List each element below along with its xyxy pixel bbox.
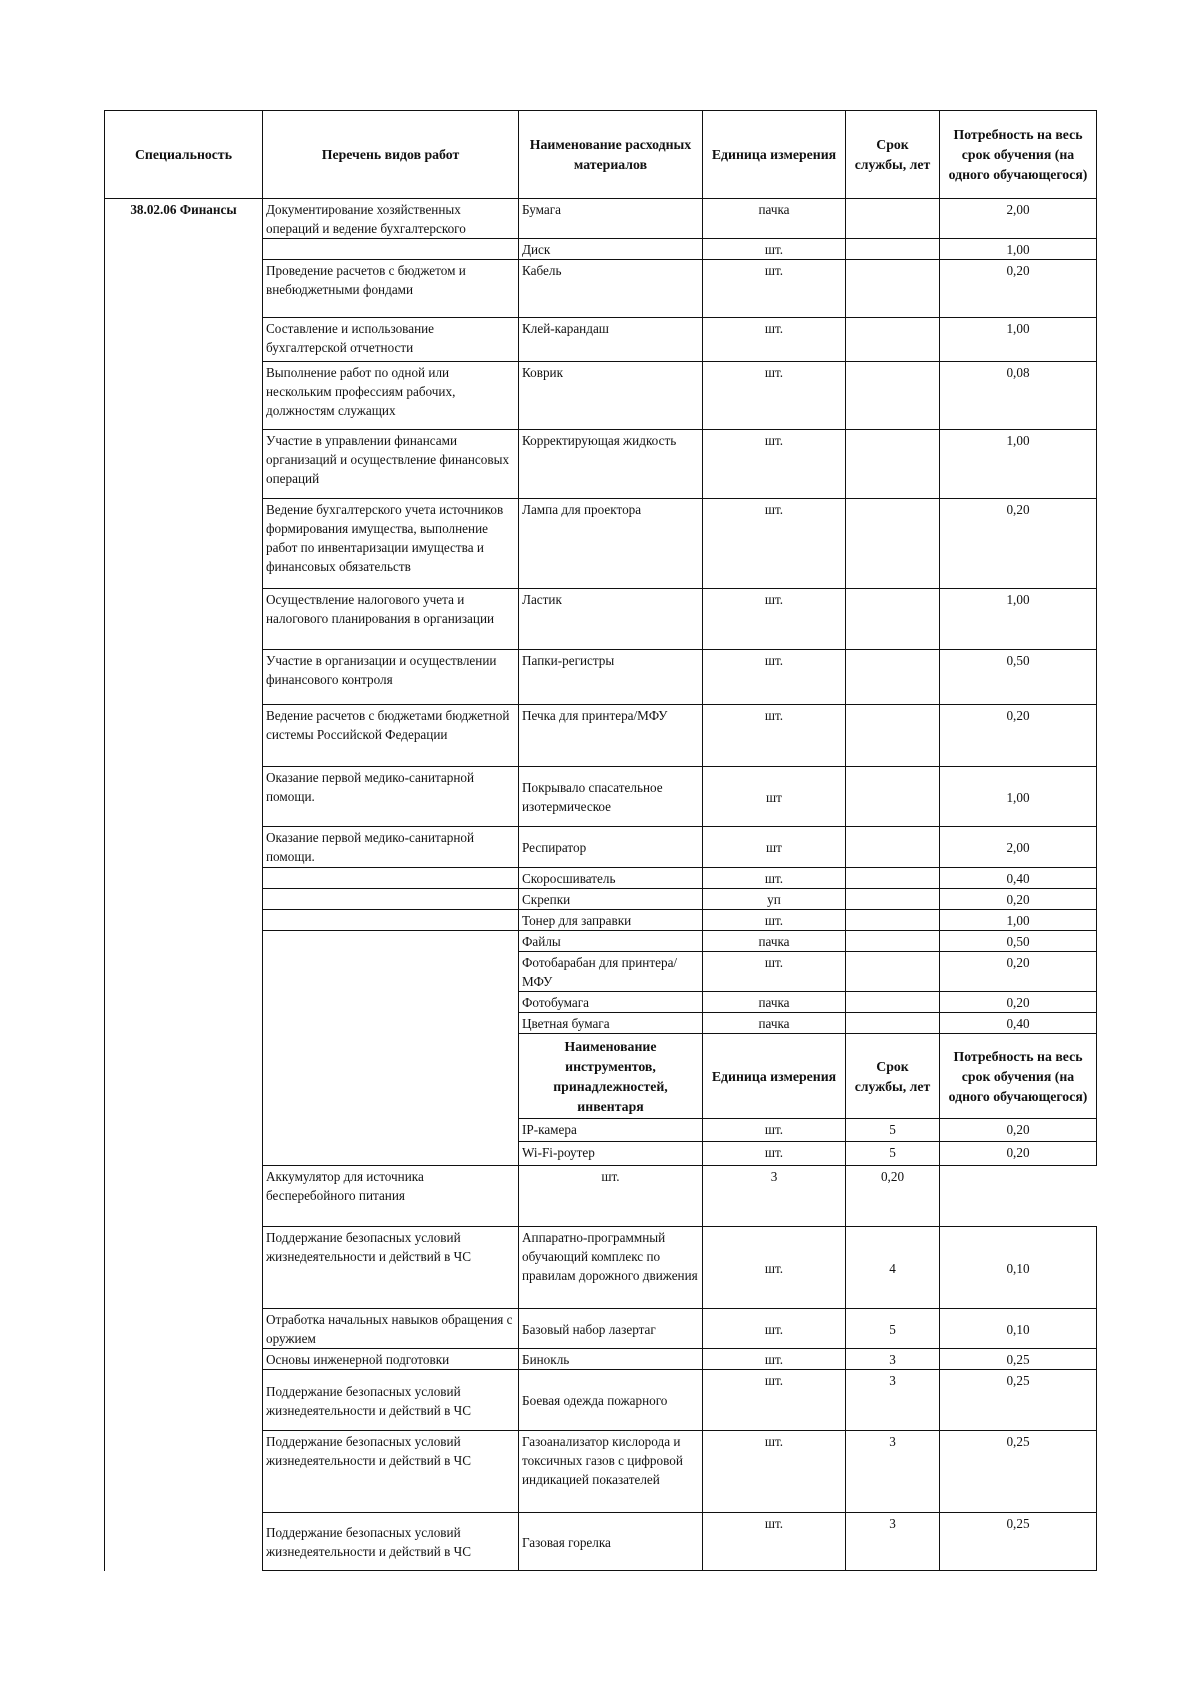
need-cell: 2,00 <box>940 827 1097 868</box>
unit-cell: пачка <box>703 992 846 1013</box>
work-cell <box>263 650 519 705</box>
life-cell: 5 <box>846 1119 940 1142</box>
table-row <box>105 199 1097 239</box>
work-cell: Участие в управлении финансами организаций и осуществление финансовых операций <box>263 430 519 499</box>
life-cell <box>846 992 940 1013</box>
life-cell <box>846 827 940 868</box>
need-cell: 1,00 <box>940 430 1097 499</box>
work-cell: Поддержание безопасных условий жизнедеятельности и действий в ЧС <box>263 1513 519 1571</box>
unit-cell: пачка <box>703 931 846 952</box>
item-cell: Покрывало спасательное изотермическое <box>519 767 703 827</box>
work-cell <box>263 868 519 889</box>
life-cell <box>846 705 940 767</box>
work-text: Ведение бухгалтерского учета источников формирования имущества, выполнение работ по инвентаризации имущества и финансовых обязательств <box>266 502 504 574</box>
work-cell <box>263 239 519 260</box>
life-cell <box>846 318 940 362</box>
need-cell: 0,25 <box>940 1513 1097 1571</box>
life-cell <box>846 767 940 827</box>
life-cell <box>846 931 940 952</box>
need-cell: 0,20 <box>940 1119 1097 1142</box>
work-cell: Оказание первой медико-санитарной помощи. <box>263 827 519 868</box>
item-cell: Боевая одежда пожарного <box>519 1370 703 1431</box>
unit-cell: шт. <box>703 589 846 650</box>
life-cell: 5 <box>846 1309 940 1349</box>
need-cell: 2,00 <box>940 199 1097 239</box>
item-cell: Клей-карандаш <box>519 318 703 362</box>
item-cell: Газоанализатор кислорода и токсичных газов с цифровой индикацией показателей <box>519 1431 703 1513</box>
life-cell: 3 <box>703 1166 846 1227</box>
need-cell: 1,00 <box>940 767 1097 827</box>
need-cell: 1,00 <box>940 318 1097 362</box>
life-cell <box>846 910 940 931</box>
header-service-life: Срок службы, лет <box>846 111 940 199</box>
item-cell: Газовая горелка <box>519 1513 703 1571</box>
need-cell: 0,50 <box>940 931 1097 952</box>
item-cell: Фотобумага <box>519 992 703 1013</box>
life-cell: 5 <box>846 1142 940 1166</box>
item-cell: Файлы <box>519 931 703 952</box>
work-cell: Оказание первой медико-санитарной помощи. <box>263 767 519 827</box>
unit-cell: шт <box>703 767 846 827</box>
item-cell: Цветная бумага <box>519 1013 703 1034</box>
unit-cell: шт. <box>703 362 846 430</box>
item-cell: Лампа для проектора <box>519 499 703 589</box>
need-cell: 0,20 <box>940 260 1097 318</box>
need-cell: 1,00 <box>940 589 1097 650</box>
life-cell: 3 <box>846 1349 940 1370</box>
work-cell-merged <box>263 931 519 1166</box>
unit-cell: пачка <box>703 199 846 239</box>
work-cell: Ведение расчетов с бюджетами бюджетной системы Российской Федерации <box>263 705 519 767</box>
item-cell: Бинокль <box>519 1349 703 1370</box>
work-cell: Осуществление налогового учета и налогового планирования в организации <box>263 589 519 650</box>
item-cell: Скоросшиватель <box>519 868 703 889</box>
unit-cell: шт. <box>703 239 846 260</box>
need-cell: 0,10 <box>940 1227 1097 1309</box>
need-cell: 0,25 <box>940 1431 1097 1513</box>
unit-cell: шт. <box>703 705 846 767</box>
work-cell <box>263 499 519 589</box>
item-cell: Базовый набор лазертаг <box>519 1309 703 1349</box>
work-cell: Выполнение работ по одной или нескольким профессиям рабочих, должностям служащих <box>263 362 519 430</box>
unit-cell: шт. <box>703 1513 846 1571</box>
item-cell: Папки-регистры <box>519 650 703 705</box>
life-cell <box>846 952 940 992</box>
work-text: Участие в организации и осуществлении финансового контроля <box>266 653 497 687</box>
work-cell: Документирование хозяйственных операций и ведение бухгалтерского <box>263 199 519 239</box>
need-cell: 0,40 <box>940 868 1097 889</box>
unit-cell: шт. <box>703 1370 846 1431</box>
life-cell <box>846 1013 940 1034</box>
life-cell <box>846 499 940 589</box>
item-cell: Аппаратно-программный обучающий комплекс по правилам дорожного движения <box>519 1227 703 1309</box>
work-cell: Отработка начальных навыков обращения с оружием <box>263 1309 519 1349</box>
need-cell: 0,25 <box>940 1349 1097 1370</box>
need-cell: 0,20 <box>940 952 1097 992</box>
item-cell: Аккумулятор для источника бесперебойного питания <box>263 1166 519 1227</box>
work-cell: Поддержание безопасных условий жизнедеятельности и действий в ЧС <box>263 1227 519 1309</box>
unit-cell: шт. <box>703 1119 846 1142</box>
table-header-row <box>105 111 1097 199</box>
life-cell <box>846 868 940 889</box>
life-cell <box>846 199 940 239</box>
life-cell <box>846 589 940 650</box>
life-cell <box>846 239 940 260</box>
work-cell: Поддержание безопасных условий жизнедеятельности и действий в ЧС <box>263 1370 519 1431</box>
need-cell: 0,20 <box>940 889 1097 910</box>
item-cell: Фотобарабан для принтера/МФУ <box>519 952 703 992</box>
unit-cell: шт. <box>703 1142 846 1166</box>
item-cell: Коврик <box>519 362 703 430</box>
work-cell: Составление и использование бухгалтерской отчетности <box>263 318 519 362</box>
life-cell <box>846 889 940 910</box>
item-cell: Диск <box>519 239 703 260</box>
need-cell: 0,10 <box>940 1309 1097 1349</box>
unit-cell: шт <box>703 827 846 868</box>
need-cell: 0,50 <box>940 650 1097 705</box>
item-cell: Печка для принтера/МФУ <box>519 705 703 767</box>
unit-cell: пачка <box>703 1013 846 1034</box>
need-cell: 0,20 <box>940 499 1097 589</box>
unit-cell: шт. <box>703 1227 846 1309</box>
unit-cell: шт. <box>519 1166 703 1227</box>
materials-table <box>104 110 1097 1571</box>
work-cell <box>263 910 519 931</box>
unit-cell: шт. <box>703 499 846 589</box>
unit-cell: шт. <box>703 910 846 931</box>
item-cell: Скрепки <box>519 889 703 910</box>
unit-cell: шт. <box>703 430 846 499</box>
unit-cell: шт. <box>703 952 846 992</box>
tools-header-unit: Единица измерения <box>703 1034 846 1119</box>
item-cell: Wi-Fi-роутер <box>519 1142 703 1166</box>
life-cell: 3 <box>846 1370 940 1431</box>
work-cell <box>263 889 519 910</box>
need-cell: 0,20 <box>940 992 1097 1013</box>
work-cell: Поддержание безопасных условий жизнедеятельности и действий в ЧС <box>263 1431 519 1513</box>
unit-cell: шт. <box>703 650 846 705</box>
header-materials: Наименование расходных материалов <box>519 111 703 199</box>
need-cell: 0,08 <box>940 362 1097 430</box>
unit-cell: шт. <box>703 318 846 362</box>
unit-cell: шт. <box>703 1349 846 1370</box>
item-cell: Корректирующая жидкость <box>519 430 703 499</box>
need-cell: 1,00 <box>940 239 1097 260</box>
unit-cell: шт. <box>703 260 846 318</box>
item-cell: IP-камера <box>519 1119 703 1142</box>
life-cell: 3 <box>846 1431 940 1513</box>
work-cell: Основы инженерной подготовки <box>263 1349 519 1370</box>
life-cell <box>846 650 940 705</box>
life-cell: 3 <box>846 1513 940 1571</box>
item-cell: Ластик <box>519 589 703 650</box>
life-cell <box>846 260 940 318</box>
item-cell: Респиратор <box>519 827 703 868</box>
header-unit: Единица измерения <box>703 111 846 199</box>
need-cell: 1,00 <box>940 910 1097 931</box>
need-cell: 0,20 <box>940 1142 1097 1166</box>
document-sheet <box>104 110 1096 1571</box>
need-cell: 0,20 <box>846 1166 940 1227</box>
tools-header-need: Потребность на весь срок обучения (на одного обучающегося) <box>940 1034 1097 1119</box>
header-need: Потребность на весь срок обучения (на одного обучающегося) <box>940 111 1097 199</box>
unit-cell: шт. <box>703 868 846 889</box>
tools-header-name: Наименование инструментов, принадлежностей, инвентаря <box>519 1034 703 1119</box>
unit-cell: шт. <box>703 1309 846 1349</box>
item-cell: Бумага <box>519 199 703 239</box>
work-cell: Проведение расчетов с бюджетом и внебюджетными фондами <box>263 260 519 318</box>
need-cell: 0,40 <box>940 1013 1097 1034</box>
tools-header-life: Срок службы, лет <box>846 1034 940 1119</box>
specialty-cell: 38.02.06 Финансы <box>105 199 263 1571</box>
life-cell <box>846 430 940 499</box>
header-work-types: Перечень видов работ <box>263 111 519 199</box>
item-cell: Кабель <box>519 260 703 318</box>
life-cell <box>846 362 940 430</box>
need-cell: 0,20 <box>940 705 1097 767</box>
life-cell: 4 <box>846 1227 940 1309</box>
item-cell: Тонер для заправки <box>519 910 703 931</box>
unit-cell: шт. <box>703 1431 846 1513</box>
need-cell: 0,25 <box>940 1370 1097 1431</box>
header-specialty: Специальность <box>105 111 263 199</box>
unit-cell: уп <box>703 889 846 910</box>
